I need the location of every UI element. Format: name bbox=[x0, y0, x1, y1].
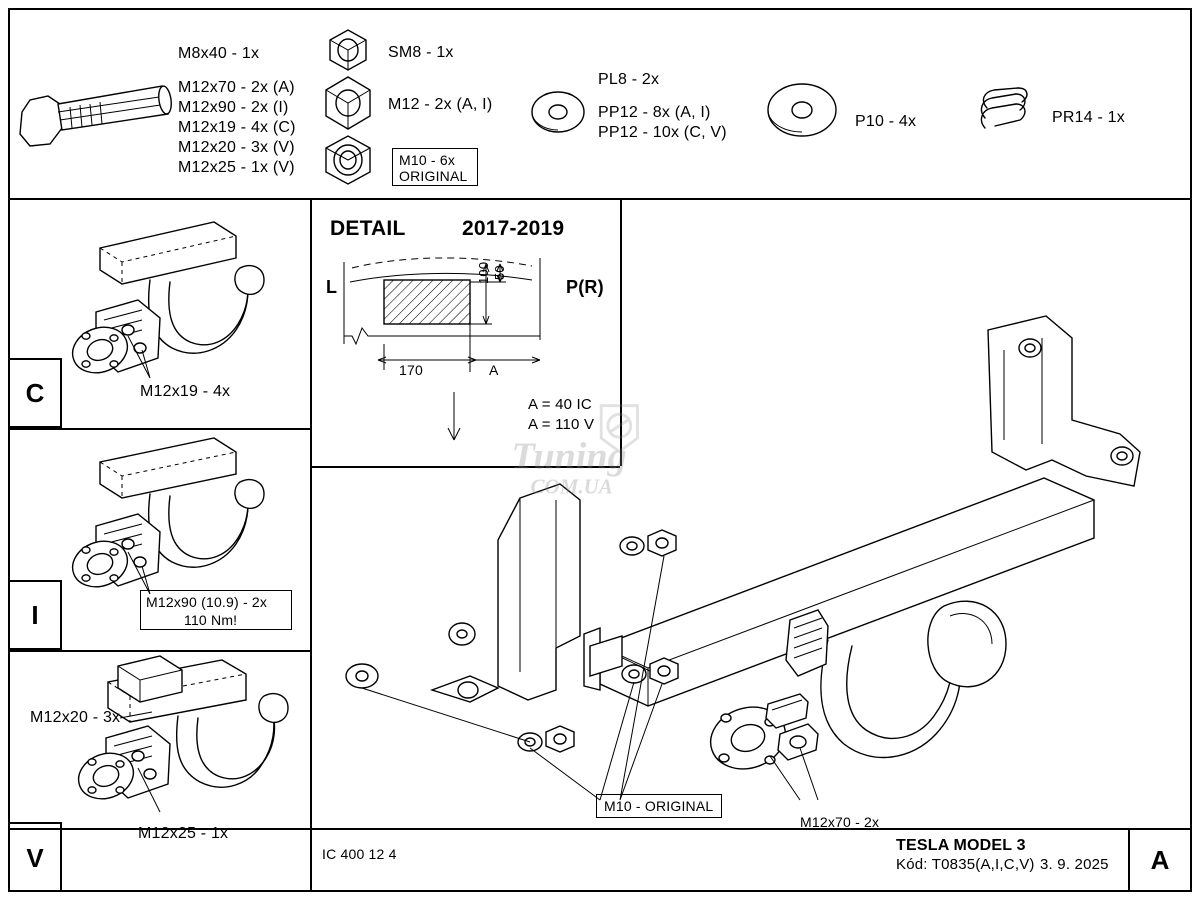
part-label-p10: P10 - 4x bbox=[855, 113, 917, 130]
detail-label-right: P(R) bbox=[566, 277, 604, 297]
variant-letter-v: V bbox=[8, 822, 62, 892]
detail-note-1: A = 40 IC bbox=[528, 396, 592, 413]
variant-c-note: M12x19 - 4x bbox=[140, 383, 231, 400]
part-label-m12x25: M12x25 - 1x (V) bbox=[178, 159, 295, 176]
variant-letter-i: I bbox=[8, 580, 62, 650]
variant-letter-c: C bbox=[8, 358, 62, 428]
part-label-m10-original: ORIGINAL bbox=[399, 168, 468, 184]
detail-label-left: L bbox=[326, 277, 338, 297]
watermark-tuning-com-ua bbox=[505, 400, 705, 505]
svg-text:Tuning: Tuning bbox=[511, 435, 627, 478]
part-label-m12x70: M12x70 - 2x (A) bbox=[178, 79, 295, 96]
part-label-m12x90: M12x90 - 2x (I) bbox=[178, 99, 289, 116]
detail-dim-50: 50 bbox=[492, 265, 507, 280]
svg-text:COM.UA: COM.UA bbox=[530, 474, 613, 499]
detail-note-2: A = 110 V bbox=[528, 416, 595, 433]
drawing-title: TESLA MODEL 3 bbox=[896, 837, 1026, 854]
detail-dim-170: 170 bbox=[399, 362, 423, 378]
detail-title: DETAIL bbox=[330, 217, 406, 240]
sheet-letter: A bbox=[1150, 844, 1170, 875]
part-label-m12x19: M12x19 - 4x (C) bbox=[178, 119, 296, 136]
part-label-sm8: SM8 - 1x bbox=[388, 44, 454, 61]
variant-i-note-2: 110 Nm! bbox=[184, 612, 238, 628]
part-label-m12-nut: M12 - 2x (A, I) bbox=[388, 96, 493, 113]
part-label-pl8: PL8 - 2x bbox=[598, 71, 660, 88]
part-label-pp12-cv: PP12 - 10x (C, V) bbox=[598, 124, 727, 141]
part-label-m10: M10 - 6x bbox=[399, 152, 456, 168]
variant-v-note-bottom: M12x25 - 1x bbox=[138, 825, 229, 842]
callout-m12x70-label: M12x70 - 2x bbox=[800, 814, 880, 830]
part-label-m12x20: M12x20 - 3x (V) bbox=[178, 139, 295, 156]
detail-dim-a: A bbox=[489, 362, 499, 378]
detail-dim-100: 100 bbox=[476, 261, 491, 284]
variant-v-note-left: M12x20 - 3x bbox=[30, 709, 121, 726]
drawing-date: 3. 9. 2025 bbox=[1040, 856, 1109, 873]
part-label-pr14: PR14 - 1x bbox=[1052, 109, 1125, 126]
drawing-code: Kód: T0835(A,I,C,V) bbox=[896, 856, 1035, 873]
part-label-m8x40: M8x40 - 1x bbox=[178, 45, 260, 62]
callout-m10-label: M10 - ORIGINAL bbox=[604, 798, 714, 814]
part-label-pp12-ai: PP12 - 8x (A, I) bbox=[598, 104, 711, 121]
doc-number: IC 400 12 4 bbox=[322, 846, 397, 862]
detail-years: 2017-2019 bbox=[462, 217, 565, 240]
variant-i-note-1: M12x90 (10.9) - 2x bbox=[146, 594, 268, 610]
